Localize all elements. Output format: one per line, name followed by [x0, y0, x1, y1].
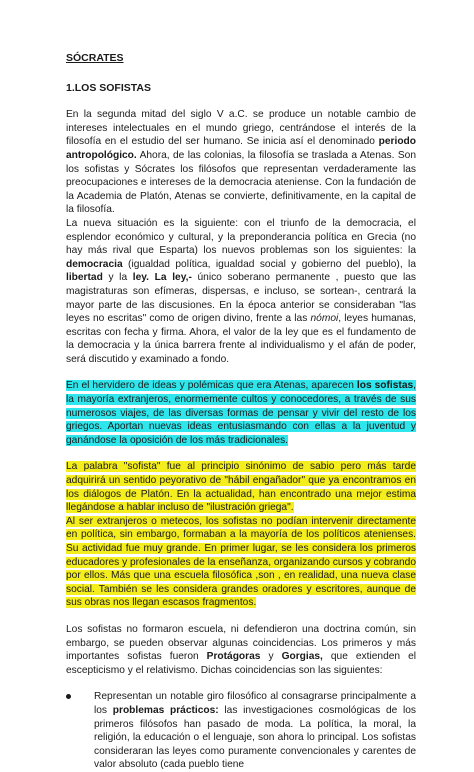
paragraph-word-sofista: [66, 460, 416, 514]
text-run: Los sofistas no formaron escuela, ni defendieron una doctrina común, sin embargo, se pueden observar algunas coincidencias. Los primeros y más importantes sofistas fueron: [66, 623, 416, 663]
text-run: y la: [102, 272, 133, 284]
list-item: [66, 690, 416, 772]
bold-term: Protágoras: [206, 651, 261, 663]
text-run: La nueva situación es la siguiente: con el triunfo de la democracia, el esplendor económico y cultural, y la preponderancia política en Grecia (no hay más rival que Esparta) los nuevos problemas son los siguientes: la: [66, 217, 416, 257]
text-run: En el hervidero de ideas y polémicas que era Atenas, aparecen: [66, 380, 357, 392]
italic-term: nómoi: [310, 313, 339, 325]
text-run: , la mayoría extranjeros, enormemente cultos y conocedores, a través de sus numerosos viajes, de las diversas formas de pensar y vivir del resto de los griegos. Aportan nuevas ideas entusiasmando con ellas a la juventud y ganándose la oposición de los más tradicionales.: [66, 380, 416, 446]
text-run: Representan un notable giro filosófico al consagrarse principalmente a los: [94, 691, 416, 716]
text-run: las investigaciones cosmológicas de los primeros filósofos han pasado de moda. La política, la moral, la religión, la educación o el lenguaje, son ahora lo principal. Los sofistas consideraran las leyes como puramente convencionales y carentes de valor absoluto (cada pueblo tiene: [94, 704, 417, 771]
bold-term: democracia: [66, 258, 123, 270]
text-run: y: [260, 651, 282, 663]
text-run: La palabra "sofista" fue al principio sinónimo de sabio pero más tarde adquirirá un sentido peyorativo de "hábil engañador" que ya encontramos en los diálogos de Platón. En la actualidad, han encontrado una mejor estima llegándose a hablar incluso de "ilustración griega".: [66, 461, 416, 514]
paragraph-foreigners: [66, 515, 416, 610]
bullet-list: [66, 690, 416, 772]
bold-term: La ley,-: [154, 272, 192, 284]
bold-term: problemas prácticos:: [112, 704, 219, 716]
text-run: Al ser extranjeros o metecos, los sofistas no podían intervenir directamente en política, sin embargo, formaban a la mayoría de los políticos atenienses. Su actividad fue muy grande. En primer lugar, se les considera los primeros educadores y profesionales de la enseñanza, organizando cursos y cobrando por ellos. Más que una escuela filosófica ,son , en realidad, una nueva clase social. También se les considera grandes oradores y escritores, aunque de sus obras nos llegan escasos fragmentos.: [66, 515, 417, 609]
text-run: único soberano permanente , puesto que las magistraturas son efímeras, dispersas, e incluso, se sortean-, centrará la mayor parte de las discusiones. En la época anterior se consideraban "las leyes no escritas" como de origen divino, frente a las: [66, 272, 416, 325]
paragraph-coincidences: [66, 623, 416, 677]
text-run: que extienden el escepticismo y el relativismo. Dichas coincidencias son las siguientes:: [66, 651, 417, 676]
bold-term: libertad: [66, 272, 103, 284]
bullet-icon: [66, 694, 71, 699]
paragraph-sophists-highlight: [66, 379, 416, 447]
section-heading: 1.LOS SOFISTAS: [66, 81, 151, 94]
paragraph-new-situation: [66, 217, 416, 367]
bold-term: los sofistas: [356, 380, 414, 392]
text-run: (igualdad política, igualdad social y gobierno del pueblo), la: [122, 258, 416, 270]
text-run: Ahora, de las colonias, la filosofía se traslada a Atenas. Son los sofistas y Sócrates los filósofos que representan verdaderamente las preocupaciones e intereses de la democracia ateniense. Con la fundación de la Academia de Platón, Atenas se convierte, definitivamente, en la capital de la filosofía.: [66, 149, 416, 216]
text-run: En la segunda mitad del siglo V a.C. se produce un notable cambio de intereses intelectuales en el mundo griego, centrándose el interés de la filosofía en el estudio del ser humano. Se inicia así el denominado: [66, 109, 416, 148]
document-title: SÓCRATES: [66, 52, 124, 64]
paragraph-intro: [66, 108, 416, 217]
text-run: , leyes humanas, escritas con fecha y firma. Ahora, el valor de la ley que es el fundamento de la democracia y la única barrera frente al individualismo y el afán de poder, será discutido y examinado a fondo.: [66, 313, 417, 365]
bold-term: ley.: [132, 272, 150, 284]
bold-term: Gorgias,: [281, 651, 323, 663]
bold-term: periodo antropológico.: [66, 136, 416, 161]
